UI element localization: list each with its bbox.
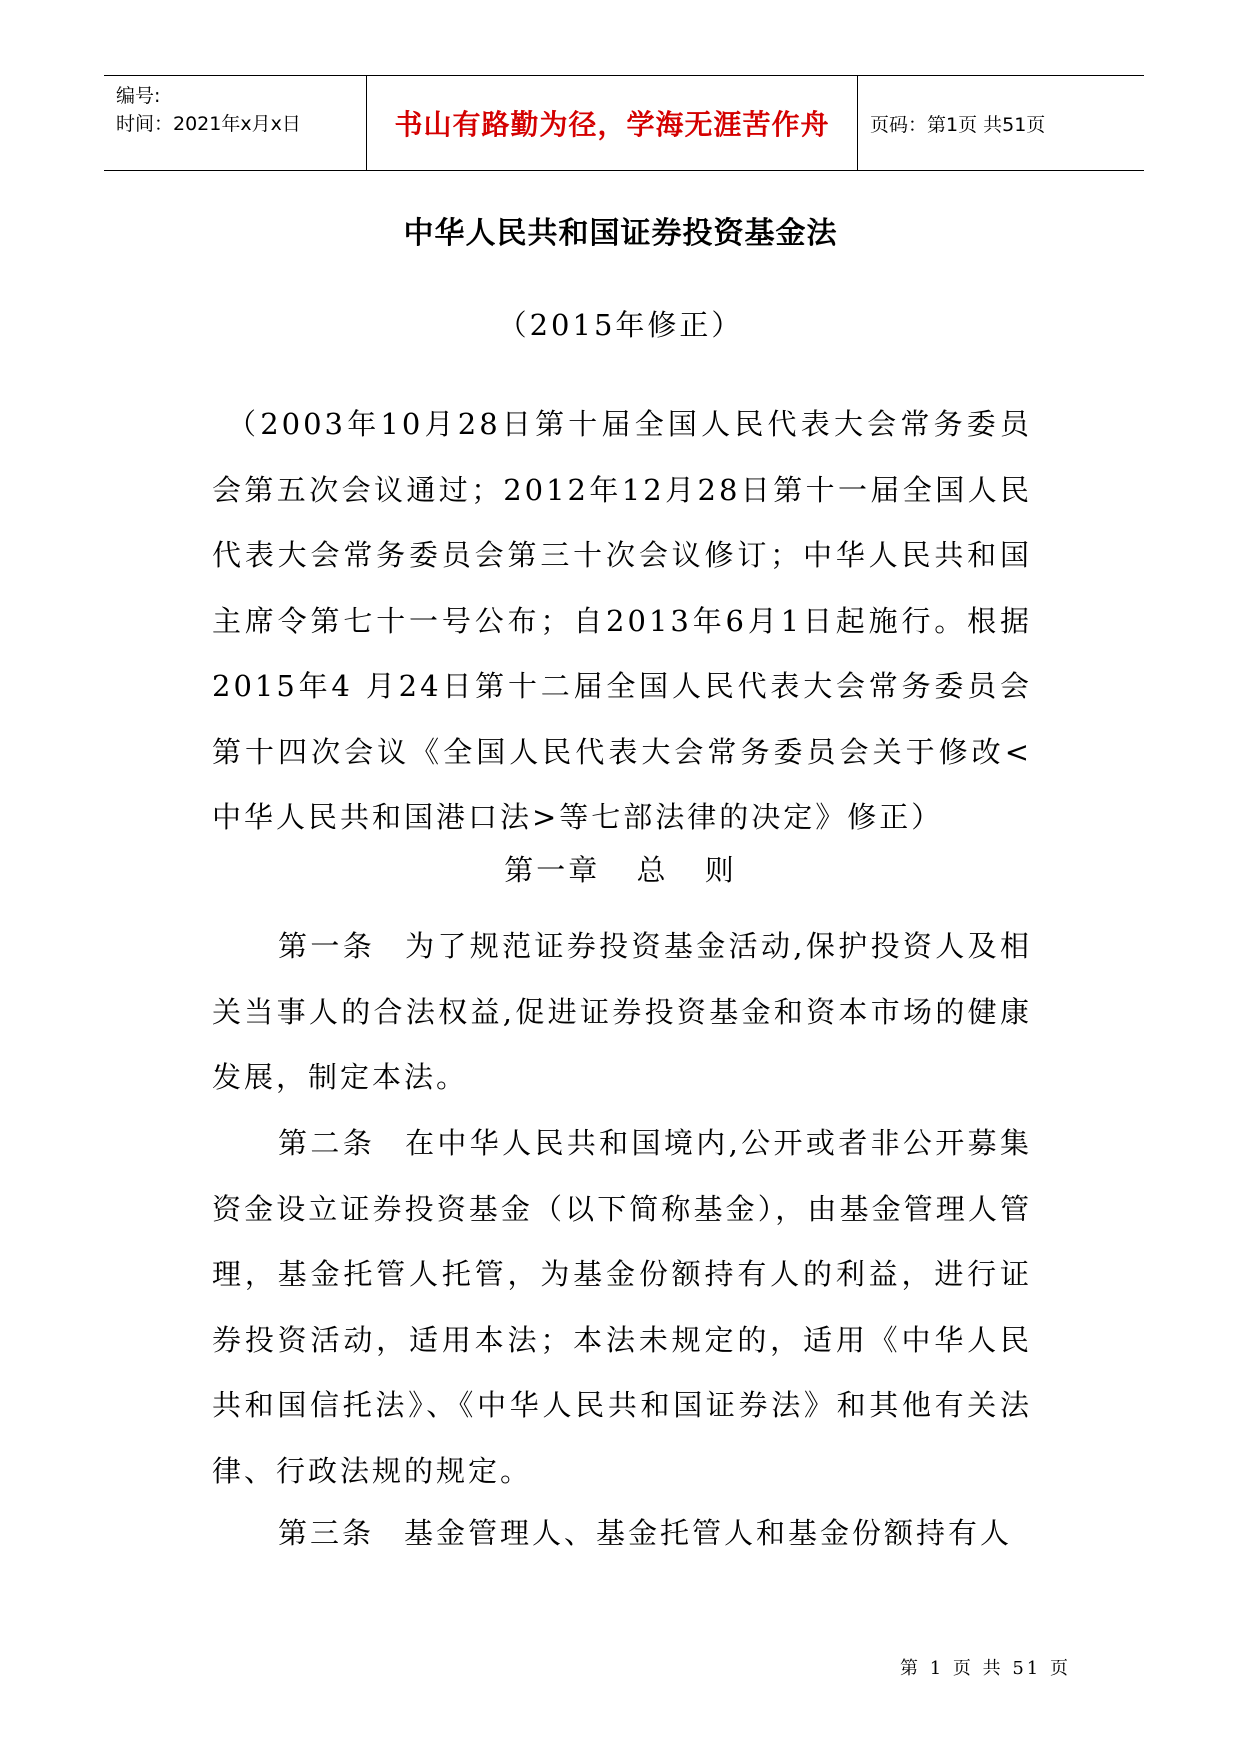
chapter-heading: 第一章 总 则 bbox=[504, 853, 737, 887]
page-info-text: 页码：第1页 共51页 bbox=[870, 113, 1046, 136]
document-time-label: 时间：2021年x月x日 bbox=[116, 113, 301, 135]
header-page-info bbox=[858, 76, 1156, 170]
article-text: 为了规范证券投资基金活动,保护投资人及相关当事人的合法权益,促进证券投资基金和资本市场的健康发展，制定本法。 bbox=[212, 929, 1032, 1094]
preamble-paragraph: （2003年10月28日第十届全国人民代表大会常务委员会第五次会议通过；2012年12月28日第十一届全国人民代表大会常务委员会第三十次会议修订；中华人民共和国主席令第七十一号公布；自2013年6月1日起施行。根据2015年4 月24日第十二届全国人民代表大会常务委员会第十四次会议《全国人民代表大会常务委员会关于修改<中华人民共和国港口法>等七部法律的决定》修正） bbox=[212, 407, 1032, 834]
article-paragraph bbox=[212, 914, 1032, 1111]
header-meta bbox=[104, 76, 366, 170]
document-subtitle: （2015年修正） bbox=[497, 308, 744, 342]
article-label: 第一条 bbox=[278, 929, 376, 963]
article-label: 第二条 bbox=[278, 1126, 376, 1160]
article-text: 基金管理人、基金托管人和基金份额持有人 bbox=[404, 1516, 1013, 1550]
article-paragraph bbox=[212, 1501, 1032, 1567]
header-motto-cell bbox=[366, 76, 858, 170]
article-text: 在中华人民共和国境内,公开或者非公开募集资金设立证券投资基金（以下简称基金），由基金管理人管理，基金托管人托管，为基金份额持有人的利益，进行证券投资活动，适用本法；本法未规定的，适用《中华人民共和国信托法》、《中华人民共和国证券法》和其他有关法律、行政法规的规定。 bbox=[212, 1126, 1032, 1488]
motto-text: 书山有路勤为径，学海无涯苦作舟 bbox=[394, 108, 830, 141]
document-code-label: 编号: bbox=[116, 85, 161, 107]
page-footer: 第 1 页 共 51 页 bbox=[900, 1658, 1071, 1679]
page-header bbox=[104, 75, 1144, 171]
article-paragraph bbox=[212, 1111, 1032, 1504]
article-label: 第三条 bbox=[278, 1516, 375, 1550]
document-title: 中华人民共和国证券投资基金法 bbox=[403, 216, 838, 251]
